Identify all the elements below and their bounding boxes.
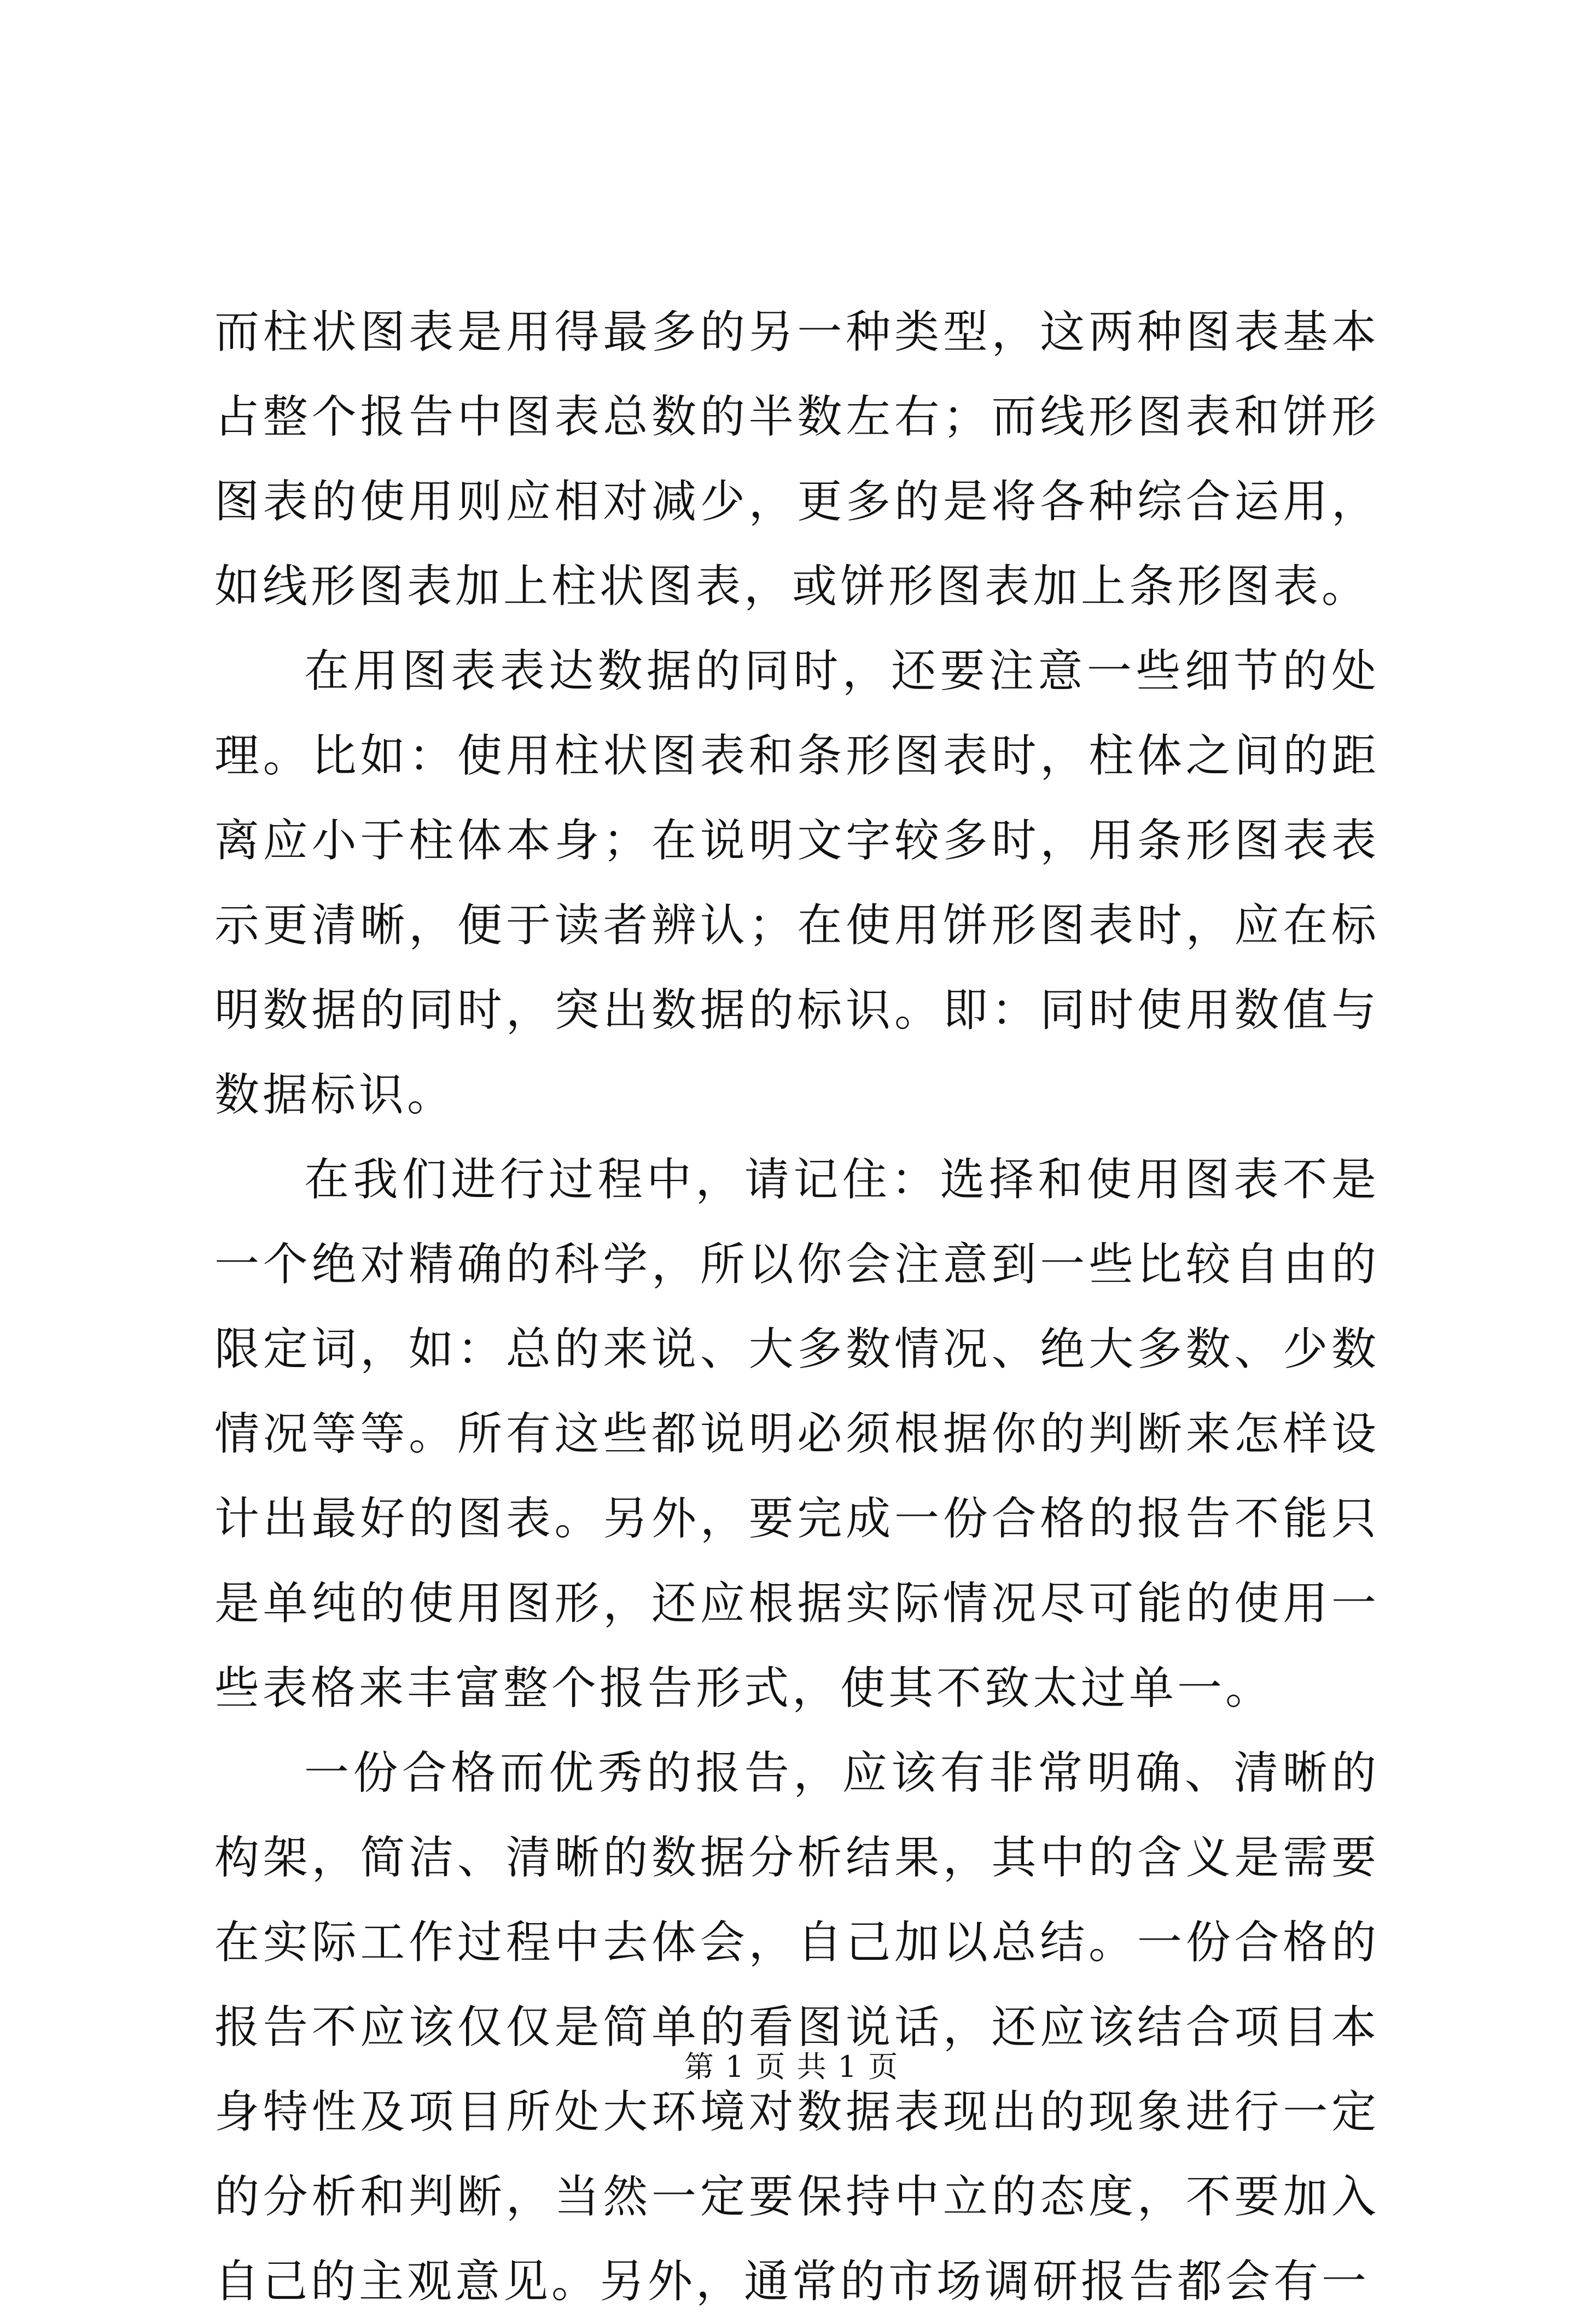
page-footer: 第 1 页 共 1 页: [684, 2049, 899, 2084]
paragraph-1: 而柱状图表是用得最多的另一种类型，这两种图表基本占整个报告中图表总数的半数左右；而线形图表和饼形图表的使用则应相对减少，更多的是将各种综合运用，如线形图表加上柱状图表，或饼形图表加上条形图表。: [214, 306, 1380, 612]
paragraph-3: 在我们进行过程中，请记住：选择和使用图表不是一个绝对精确的科学，所以你会注意到一些比较自由的限定词，如：总的来说、大多数情况、绝大多数、少数情况等等。所有这些都说明必须根据你的判断来怎样设计出最好的图表。另外，要完成一份合格的报告不能只是单纯的使用图形，还应根据实际情况尽可能的使用一些表格来丰富整个报告形式，使其不致太过单一。: [214, 1154, 1380, 1714]
paragraph-2: 在用图表表达数据的同时，还要注意一些细节的处理。比如：使用柱状图表和条形图表时，柱体之间的距离应小于柱体本身；在说明文字较多时，用条形图表表示更清晰，便于读者辨认；在使用饼形图表时，应在标明数据的同时，突出数据的标识。即：同时使用数值与数据标识。: [214, 645, 1380, 1121]
document-body: [214, 290, 1380, 2324]
paragraph-4: 一份合格而优秀的报告，应该有非常明确、清晰的构架，简洁、清晰的数据分析结果，其中的含义是需要在实际工作过程中去体会，自己加以总结。一份合格的报告不应该仅仅是简单的看图说话，还应该结合项目本身特性及项目所处大环境对数据表现出的现象进行一定的分析和判断，当然一定要保持中立的态度，不要加入自己的主观意见。另外，通常的市场调研报告都会有一: [214, 1747, 1380, 2308]
